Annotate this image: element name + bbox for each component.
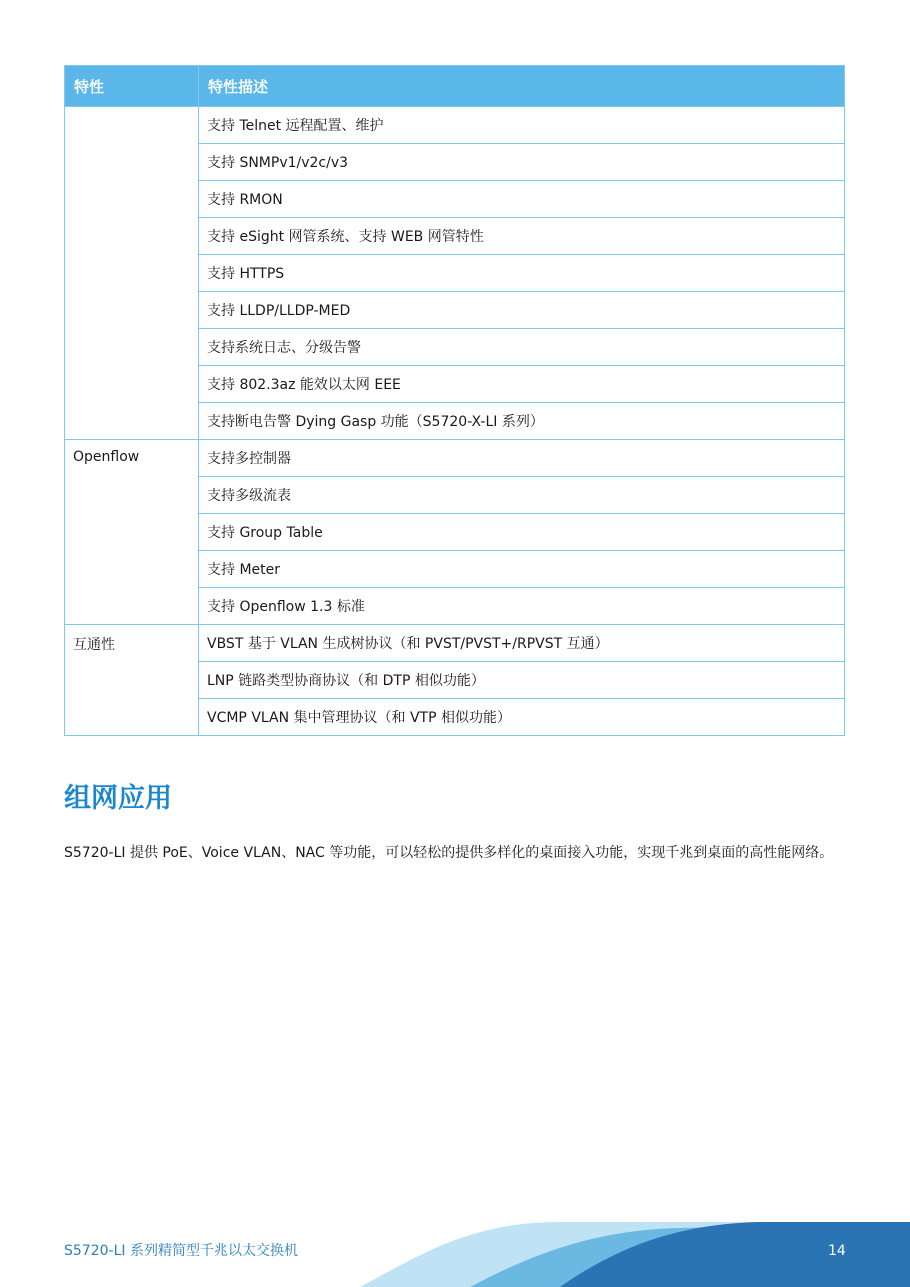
feature-description-cell: 支持 eSight 网管系统、支持 WEB 网管特性	[199, 218, 845, 255]
feature-description-cell: 支持断电告警 Dying Gasp 功能（S5720-X-LI 系列）	[199, 403, 845, 440]
header-description: 特性描述	[199, 66, 845, 107]
feature-description-cell: 支持 RMON	[199, 181, 845, 218]
table-header-row	[65, 66, 845, 107]
table-row	[65, 107, 845, 144]
feature-description-cell: 支持 Meter	[199, 551, 845, 588]
feature-description-cell: 支持 LLDP/LLDP-MED	[199, 292, 845, 329]
feature-description-cell: 支持 Group Table	[199, 514, 845, 551]
feature-description-cell: 支持 802.3az 能效以太网 EEE	[199, 366, 845, 403]
page-number: 14	[828, 1243, 846, 1259]
feature-name-cell	[65, 107, 199, 440]
header-feature: 特性	[65, 66, 199, 107]
feature-description-cell: LNP 链路类型协商协议（和 DTP 相似功能）	[199, 662, 845, 699]
section-heading: 组网应用	[64, 783, 172, 814]
feature-description-cell: 支持多控制器	[199, 440, 845, 477]
feature-description-cell: 支持系统日志、分级告警	[199, 329, 845, 366]
feature-description-cell: 支持 Telnet 远程配置、维护	[199, 107, 845, 144]
feature-name-cell: Openflow	[65, 440, 199, 625]
feature-description-cell: VBST 基于 VLAN 生成树协议（和 PVST/PVST+/RPVST 互通）	[199, 625, 845, 662]
feature-description-cell: 支持多级流表	[199, 477, 845, 514]
feature-description-cell: VCMP VLAN 集中管理协议（和 VTP 相似功能）	[199, 699, 845, 736]
footer-title: S5720-LI 系列精简型千兆以太交换机	[64, 1243, 298, 1259]
feature-description-cell: 支持 Openflow 1.3 标准	[199, 588, 845, 625]
table-row	[65, 625, 845, 662]
section-paragraph: S5720-LI 提供 PoE、Voice VLAN、NAC 等功能，可以轻松的提供多样化的桌面接入功能，实现千兆到桌面的高性能网络。	[64, 845, 834, 861]
feature-description-cell: 支持 SNMPv1/v2c/v3	[199, 144, 845, 181]
table-row	[65, 440, 845, 477]
feature-name-cell: 互通性	[65, 625, 199, 736]
feature-description-cell: 支持 HTTPS	[199, 255, 845, 292]
feature-table	[64, 65, 845, 736]
